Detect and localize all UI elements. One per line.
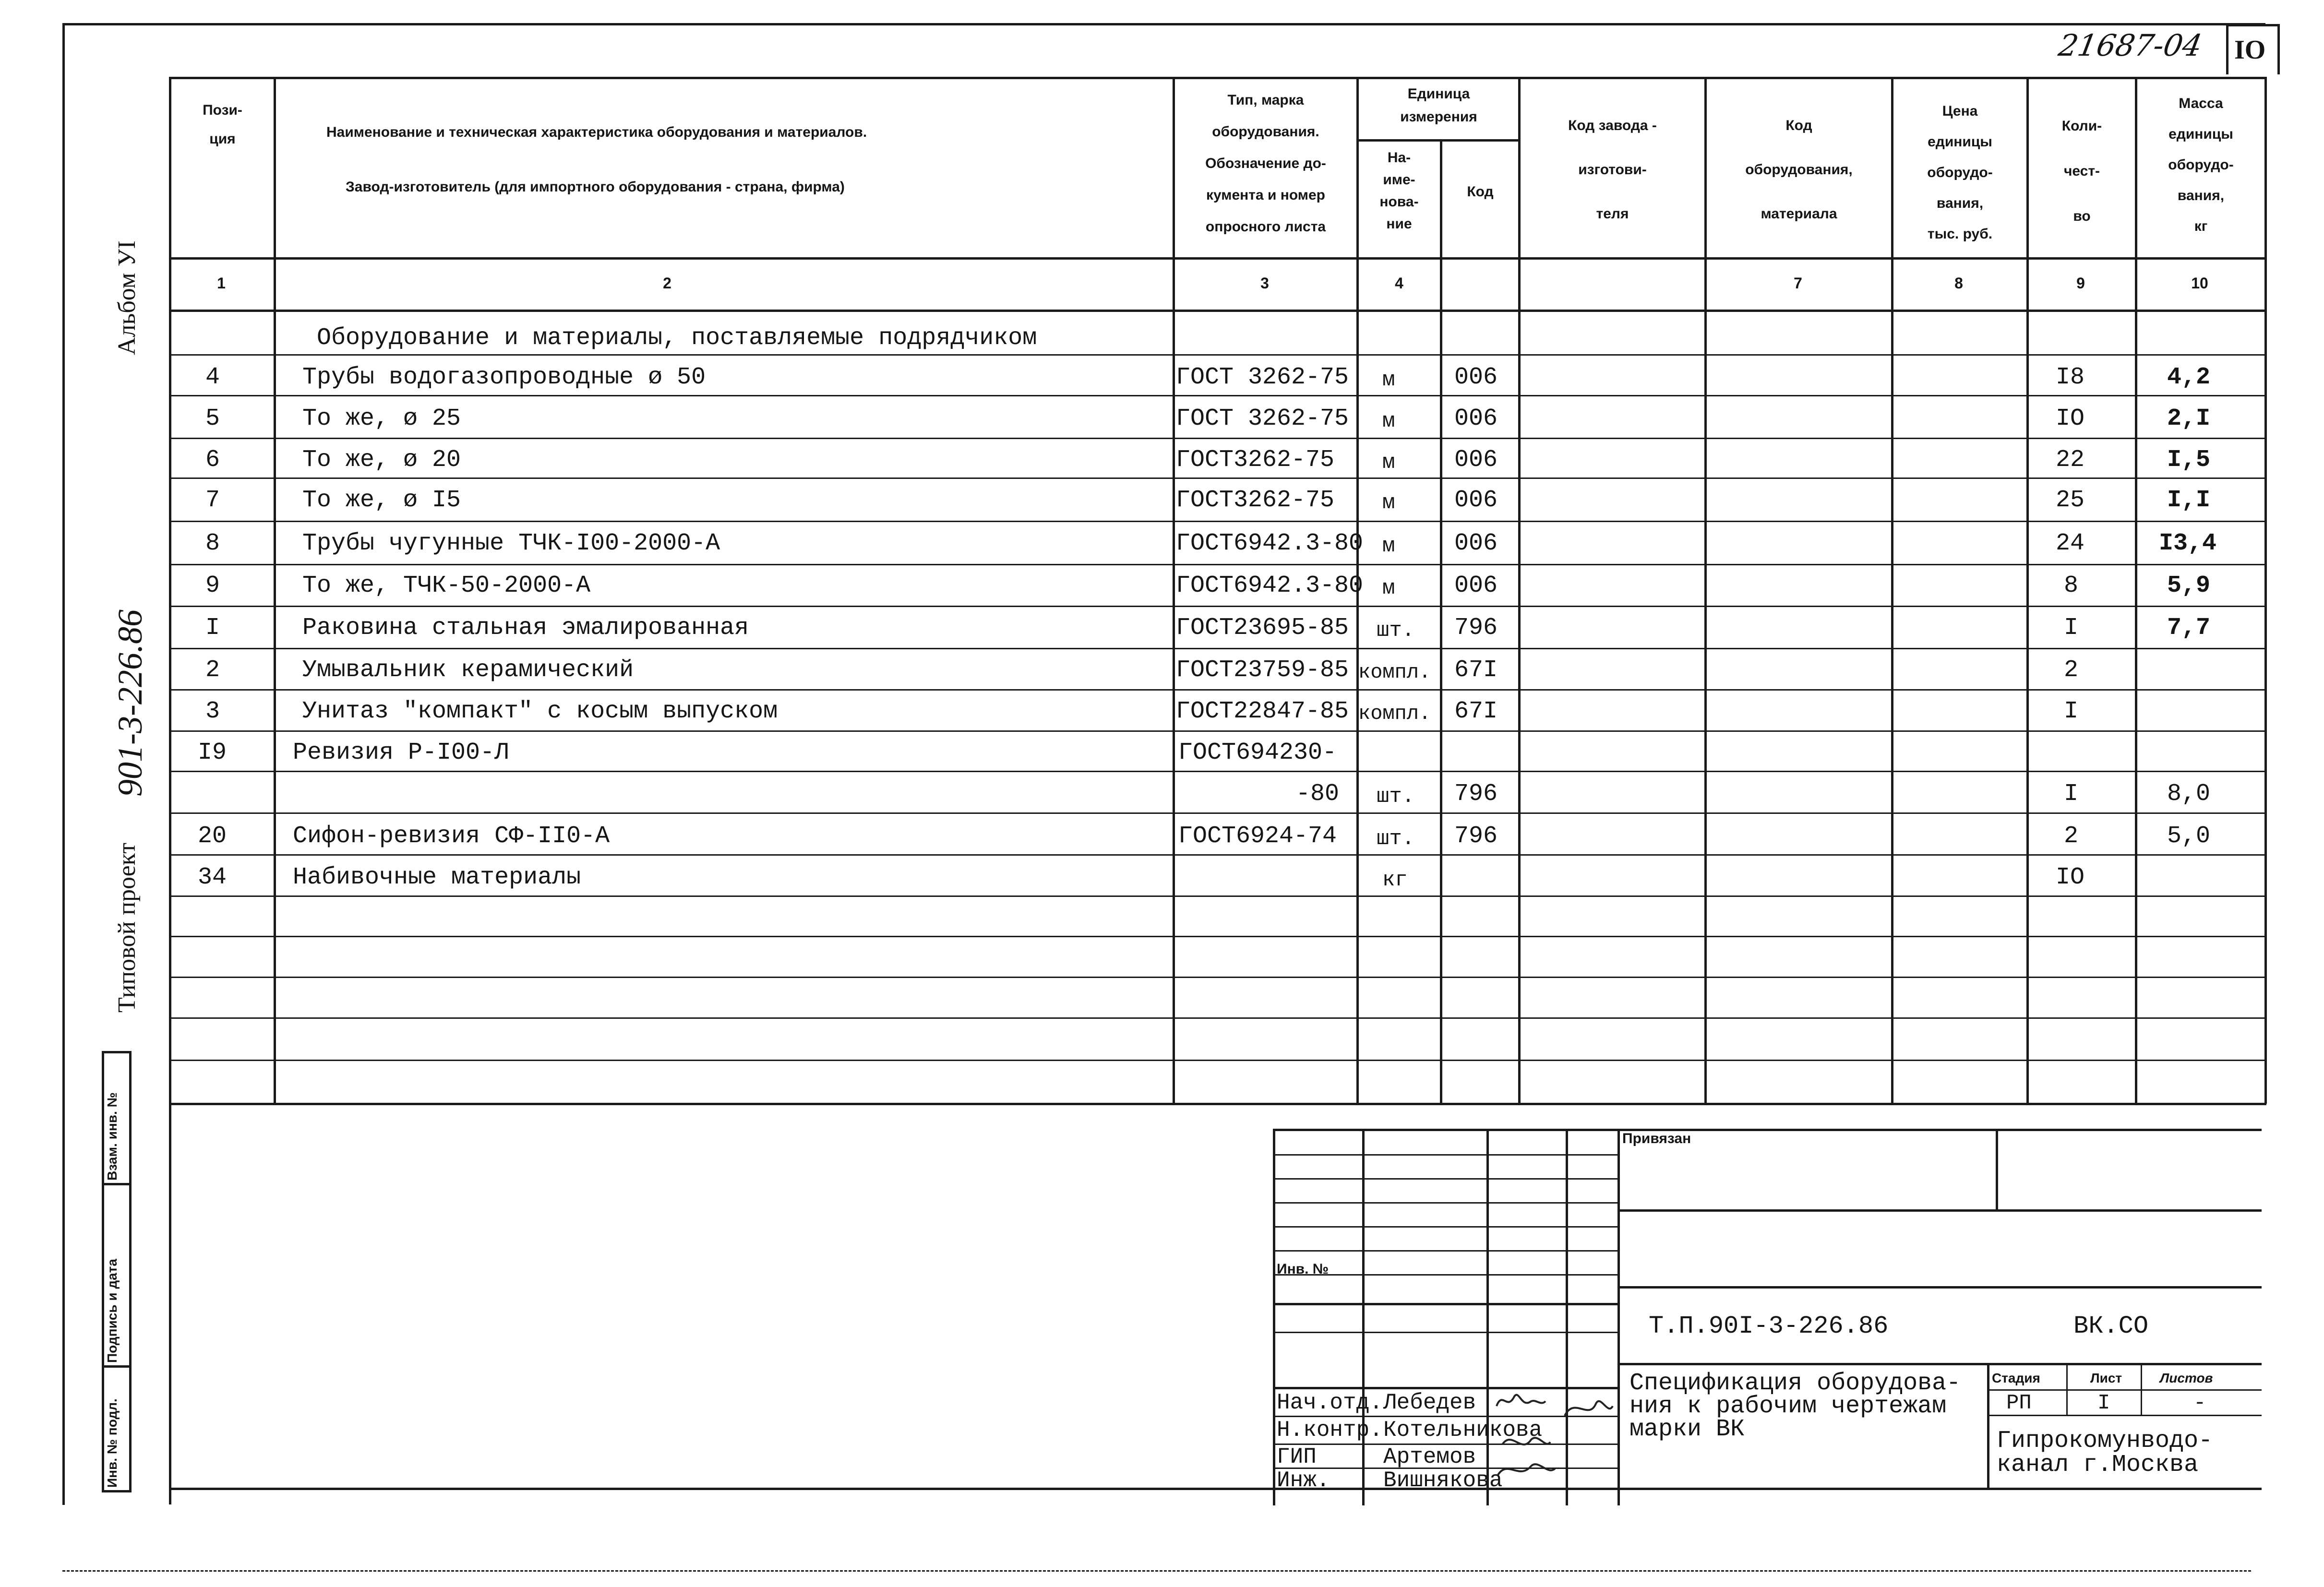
stamp-line <box>1362 1129 1365 1505</box>
table-row-unit: шт. <box>1377 827 1415 851</box>
signer-name: Котельникова <box>1383 1418 1543 1443</box>
header-unit-name: На- име- нова- ние <box>1379 150 1419 232</box>
stamp-line <box>1617 1129 1620 1505</box>
inv-label: Инв. № <box>1277 1261 1329 1277</box>
signature-scribble <box>1497 1395 1545 1406</box>
row-line <box>169 812 2266 814</box>
table-row-pos: 6 <box>205 446 220 474</box>
table-row-code: 006 <box>1454 487 1498 514</box>
sheets-value: - <box>2193 1391 2206 1415</box>
stamp-row <box>1273 1250 1617 1252</box>
signature-scribble <box>1565 1401 1613 1416</box>
table-row-unit: м <box>1382 409 1395 433</box>
section-title: Оборудование и материалы, поставляемые подрядчиком <box>317 324 1037 352</box>
table-row-qty: 2 <box>2064 656 2079 684</box>
table-row-pos: 8 <box>205 530 220 557</box>
table-row-unit: м <box>1382 534 1395 558</box>
col-line <box>274 77 276 1104</box>
table-row-unit: компл. <box>1358 702 1431 725</box>
frame-left <box>62 23 65 1505</box>
signature-scribble <box>1497 1464 1555 1476</box>
table-row-name: Умывальник керамический <box>302 656 634 684</box>
stamp-line <box>1617 1286 2262 1289</box>
table-row-name: Набивочные материалы <box>293 864 581 891</box>
table-row-doc: ГОСТ3262-75 <box>1176 446 1335 474</box>
table-row-name: То же, ø I5 <box>302 487 461 514</box>
table-row-doc: ГОСТ23759-85 <box>1176 656 1349 684</box>
table-row-code: 67I <box>1454 656 1498 684</box>
table-row-qty: I <box>2064 780 2079 808</box>
table-row-unit: м <box>1382 576 1395 600</box>
row-line <box>169 564 2266 565</box>
stamp-line <box>1987 1389 2262 1391</box>
table-row-code: 006 <box>1454 405 1498 432</box>
table-row-unit: шт. <box>1377 785 1415 809</box>
table-row-code: 006 <box>1454 446 1498 474</box>
row-line <box>169 689 2266 691</box>
unit-header-divider <box>1356 139 1521 142</box>
table-row-code: 796 <box>1454 614 1498 642</box>
colnum-3: 3 <box>1260 274 1269 292</box>
table-row-name: Ревизия Р-I00-Л <box>293 739 509 766</box>
project-number: 901-3-226.86 <box>111 609 149 797</box>
stamp-line <box>1996 1129 1998 1210</box>
stamp-row <box>1273 1178 1617 1180</box>
signer-name: Вишнякова <box>1383 1468 1503 1493</box>
header-bottom <box>169 257 2266 260</box>
table-row-mass: I,5 <box>2167 446 2211 474</box>
row-line <box>169 854 2266 856</box>
table-row-name: Раковина стальная эмалированная <box>302 614 749 642</box>
table-row-code: 796 <box>1454 823 1498 850</box>
header-unit: Единица измерения <box>1400 86 1477 125</box>
sheets-label: Листов <box>2160 1371 2213 1385</box>
colnum-10: 10 <box>2191 274 2208 292</box>
stamp-row <box>1273 1202 1617 1204</box>
table-row-code: 796 <box>1454 780 1498 808</box>
table-row-pos: 4 <box>205 364 220 391</box>
table-row-doc: -80 <box>1296 780 1340 808</box>
table-row-qty: 25 <box>2056 487 2085 514</box>
row-line <box>169 1017 2266 1019</box>
signatures <box>1493 1387 1617 1488</box>
table-row-qty: 2 <box>2064 823 2079 850</box>
signer-role: Инж. <box>1277 1468 1330 1493</box>
doc-title-line2: ния к рабочим чертежам <box>1629 1393 1947 1420</box>
row-line <box>169 477 2266 479</box>
table-row-pos: 7 <box>205 487 220 514</box>
col-line <box>2264 77 2267 1104</box>
table-row-pos: I9 <box>198 739 227 766</box>
table-row-unit: кг <box>1382 868 1408 892</box>
header-position: Пози- ция <box>203 102 242 147</box>
table-row-doc: ГОСТ694230- <box>1178 739 1337 766</box>
header-name-line2: Завод-изготовитель (для импортного оборудования - страна, фирма) <box>346 179 845 195</box>
table-row-doc: ГОСТ6942.3-80 <box>1176 530 1364 557</box>
table-row-pos: 3 <box>205 698 220 725</box>
table-row-doc: ГОСТ22847-85 <box>1176 698 1349 725</box>
table-row-qty: 8 <box>2064 572 2079 599</box>
col-line <box>169 77 171 1504</box>
table-row-mass: 5,9 <box>2167 572 2211 599</box>
signer-name: Артемов <box>1383 1444 1476 1469</box>
margin-box-divider <box>102 1183 129 1185</box>
header-quantity: Коли- чест- во <box>2061 118 2102 224</box>
table-row-name: Унитаз "компакт" с косым выпуском <box>302 698 778 725</box>
row-line <box>169 648 2266 649</box>
table-row-qty: I8 <box>2056 364 2085 391</box>
table-row-code: 006 <box>1454 572 1498 599</box>
header-unit-code: Код <box>1467 184 1494 200</box>
table-row-qty: IO <box>2056 405 2085 432</box>
table-row-unit: компл. <box>1358 661 1431 684</box>
table-row-mass: 8,0 <box>2167 780 2211 808</box>
row-line <box>169 1060 2266 1061</box>
colnum-2: 2 <box>663 274 671 292</box>
table-row-pos: 9 <box>205 572 220 599</box>
stamp-line <box>2066 1363 2068 1415</box>
colnum-8: 8 <box>1954 274 1963 292</box>
org-line2: канал г.Москва <box>1997 1451 2199 1479</box>
table-row-mass: 7,7 <box>2167 614 2211 642</box>
table-row-name: То же, ø 20 <box>302 446 461 474</box>
signature-scribble <box>1502 1438 1550 1444</box>
doc-code: Т.П.90I-3-226.86 <box>1649 1312 1889 1340</box>
header-doc: Тип, марка оборудования. Обозначение до- кумента и номер опросного листа <box>1205 92 1326 235</box>
table-row-code: 006 <box>1454 364 1498 391</box>
drawing-mark: ВК.СО <box>2073 1312 2149 1340</box>
stamp-line <box>1617 1363 2262 1365</box>
table-row-name: Трубы водогазопроводные ø 50 <box>302 364 706 391</box>
colnum-7: 7 <box>1794 274 1802 292</box>
table-row-qty: I <box>2064 698 2079 725</box>
table-row-unit: шт. <box>1377 619 1415 643</box>
table-row-name: То же, ø 25 <box>302 405 461 432</box>
table-bottom <box>169 1103 2266 1105</box>
table-row-qty: I <box>2064 614 2079 642</box>
frame-top <box>62 23 2265 25</box>
table-row-name: То же, ТЧК-50-2000-А <box>302 572 591 599</box>
stamp-row <box>1273 1332 1617 1333</box>
signer-role: Нач.отд. <box>1277 1390 1383 1415</box>
stamp-line <box>169 1488 2262 1490</box>
colnum-9: 9 <box>2076 274 2085 292</box>
album-label: Альбом УI <box>113 240 141 355</box>
signer-name: Лебедев <box>1383 1390 1476 1415</box>
stamp-row <box>1273 1303 1617 1305</box>
table-row-pos: 20 <box>198 823 227 850</box>
table-row-doc: ГОСТ6924-74 <box>1178 823 1337 850</box>
doc-title-line3: марки ВК <box>1629 1416 1745 1443</box>
table-row-qty: 22 <box>2056 446 2085 474</box>
table-row-mass: I3,4 <box>2159 530 2217 557</box>
table-row-qty: IO <box>2056 864 2085 891</box>
sheet-label: Лист <box>2090 1371 2122 1385</box>
row-line <box>169 977 2266 978</box>
table-row-doc: ГОСТ23695-85 <box>1176 614 1349 642</box>
table-row-unit: м <box>1382 368 1395 392</box>
margin-field-inv: Инв. № подл. <box>105 1398 120 1488</box>
stamp-row <box>1273 1226 1617 1228</box>
table-top <box>169 77 2266 79</box>
table-row-name: Сифон-ревизия СФ-II0-А <box>293 823 610 850</box>
col-line <box>1440 139 1442 1104</box>
stamp-line <box>2141 1363 2142 1415</box>
margin-field-sign: Подпись и дата <box>105 1259 120 1363</box>
stamp-line <box>1987 1363 1989 1488</box>
signer-role: ГИП <box>1277 1444 1317 1469</box>
row-line <box>169 895 2266 897</box>
table-row-unit: м <box>1382 491 1395 515</box>
sheet-number-text: IO <box>2234 35 2266 65</box>
table-row-mass: 4,2 <box>2167 364 2211 391</box>
header-equipment-code: Код оборудования, материала <box>1745 118 1853 222</box>
table-row-mass: I,I <box>2167 487 2211 514</box>
header-factory-code: Код завода - изготови- теля <box>1568 118 1657 222</box>
margin-field-replace: Взам. инв. № <box>105 1092 120 1181</box>
stamp-line <box>1617 1209 2262 1212</box>
table-row-pos: 2 <box>205 656 220 684</box>
table-row-pos: 34 <box>198 864 227 891</box>
margin-box-divider <box>102 1365 129 1368</box>
org-line1: Гипрокомунводо- <box>1997 1427 2213 1455</box>
stamp-line <box>1273 1129 1275 1505</box>
table-row-code: 67I <box>1454 698 1498 725</box>
row-line <box>169 395 2266 396</box>
table-row-pos: 5 <box>205 405 220 432</box>
colnum-1: 1 <box>217 274 226 292</box>
row-line <box>169 936 2266 937</box>
signer-role: Н.контр. <box>1277 1418 1383 1443</box>
table-row-doc: ГОСТ3262-75 <box>1176 487 1335 514</box>
stage-value: РП <box>2006 1391 2032 1415</box>
doc-title-line1: Спецификация оборудова- <box>1629 1370 1961 1397</box>
header-mass: Масса единицы оборудо- вания, кг <box>2168 95 2234 234</box>
table-row-qty: 24 <box>2056 530 2085 557</box>
row-line <box>169 521 2266 522</box>
project-label: Типовой проект <box>113 843 141 1013</box>
frame-bottom-dashed <box>62 1570 2251 1572</box>
table-row-mass: 5,0 <box>2167 823 2211 850</box>
row-line <box>169 606 2266 607</box>
sheet-value: I <box>2097 1391 2110 1415</box>
stamp-line <box>1273 1129 2262 1131</box>
table-row-doc: ГОСТ 3262-75 <box>1176 364 1349 391</box>
table-row-doc: ГОСТ 3262-75 <box>1176 405 1349 432</box>
privyazan-label: Привязан <box>1622 1131 1691 1146</box>
table-row-unit: м <box>1382 451 1395 475</box>
table-row-doc: ГОСТ6942.3-80 <box>1176 572 1364 599</box>
table-row-code: 006 <box>1454 530 1498 557</box>
row-line <box>169 354 2266 356</box>
row-line <box>169 771 2266 772</box>
header-price: Цена единицы оборудо- вания, тыс. руб. <box>1927 103 1993 242</box>
stage-label: Стадия <box>1992 1371 2040 1385</box>
handwritten-number: 21687-04 <box>2056 28 2205 63</box>
stamp-line <box>1486 1129 1489 1505</box>
stamp-row <box>1273 1154 1617 1156</box>
row-line <box>169 730 2266 732</box>
table-row-name: Трубы чугунные ТЧК-I00-2000-А <box>302 530 720 557</box>
header-name-line1: Наименование и техническая характеристика оборудования и материалов. <box>326 124 867 140</box>
table-row-mass: 2,I <box>2167 405 2211 432</box>
colnum-4: 4 <box>1395 274 1403 292</box>
colnum-bottom <box>169 310 2266 312</box>
table-row-pos: I <box>205 614 220 642</box>
row-line <box>169 438 2266 439</box>
